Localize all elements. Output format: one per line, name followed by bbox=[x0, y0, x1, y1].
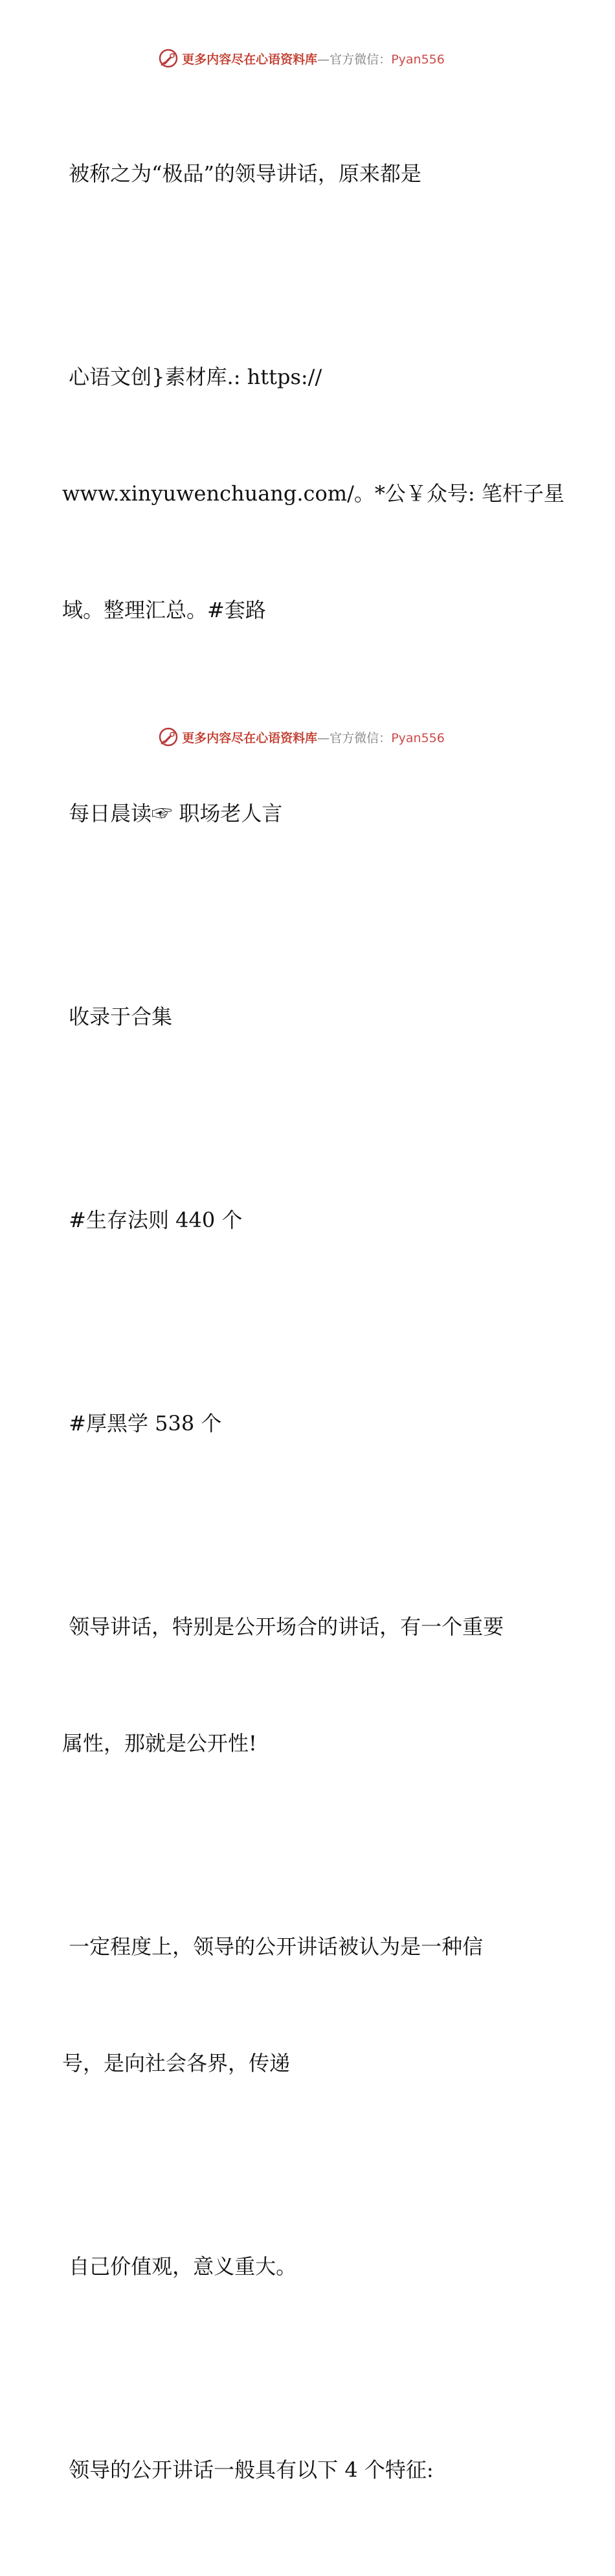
paragraph-source bbox=[62, 280, 565, 707]
text-line: 号，是向社会各界，传递 bbox=[62, 2051, 291, 2075]
header-wechat-id: Pyan556 bbox=[391, 52, 445, 67]
footer-site-name: 更多内容尽在心语资料库 bbox=[182, 730, 318, 745]
footer-wechat-id: Pyan556 bbox=[391, 730, 445, 745]
footer-dash: — bbox=[317, 730, 330, 745]
paragraph-collection bbox=[62, 920, 561, 1114]
paragraph-signal bbox=[62, 1849, 561, 2160]
paragraph-title-line bbox=[62, 76, 561, 271]
paragraph-features bbox=[62, 2373, 561, 2567]
text-line: 心语文创}素材库.: https:// bbox=[62, 365, 322, 389]
text-line: 领导讲话，特别是公开场合的讲话，有一个重要 bbox=[62, 1614, 504, 1639]
paragraph-public-speech bbox=[62, 1530, 561, 1840]
text-line: www.xinyuwenchuang.com/。*公￥众号: 笔杆子星 bbox=[62, 481, 565, 506]
document-body bbox=[62, 76, 565, 2576]
footer-banner-text bbox=[182, 729, 445, 746]
quill-logo-icon bbox=[157, 47, 179, 69]
quill-logo-icon bbox=[157, 726, 179, 748]
header-banner bbox=[0, 45, 615, 71]
paragraph-tag-houhei bbox=[62, 1326, 561, 1520]
text-line: 属性，那就是公开性! bbox=[62, 1731, 257, 1756]
text-line: 一定程度上，领导的公开讲话被认为是一种信 bbox=[62, 1934, 484, 1959]
header-dash: — bbox=[317, 52, 330, 67]
text-line: 域。整理汇总。#套路 bbox=[62, 598, 266, 622]
text-line: 收录于合集 bbox=[62, 1004, 173, 1029]
text-line: #生存法则 440 个 bbox=[62, 1208, 243, 1232]
footer-banner bbox=[0, 724, 615, 750]
text-line: 每日晨读☞ 职场老人言 bbox=[62, 801, 283, 826]
header-banner-text bbox=[182, 50, 445, 67]
header-banner-inner bbox=[157, 47, 445, 69]
footer-banner-inner bbox=[157, 726, 445, 748]
text-line: 领导的公开讲话一般具有以下 4 个特征: bbox=[62, 2457, 434, 2482]
text-line: #厚黑学 538 个 bbox=[62, 1411, 222, 1436]
text-line: 被称之为“极品”的领导讲话，原来都是 bbox=[62, 161, 421, 186]
header-site-name: 更多内容尽在心语资料库 bbox=[182, 52, 318, 67]
text-line: 自己价值观，意义重大。 bbox=[62, 2254, 297, 2279]
footer-wechat-label: 官方微信： bbox=[330, 730, 392, 745]
paragraph-tag-survival bbox=[62, 1123, 561, 1317]
paragraph-values bbox=[62, 2169, 561, 2364]
header-wechat-label: 官方微信： bbox=[330, 52, 392, 67]
